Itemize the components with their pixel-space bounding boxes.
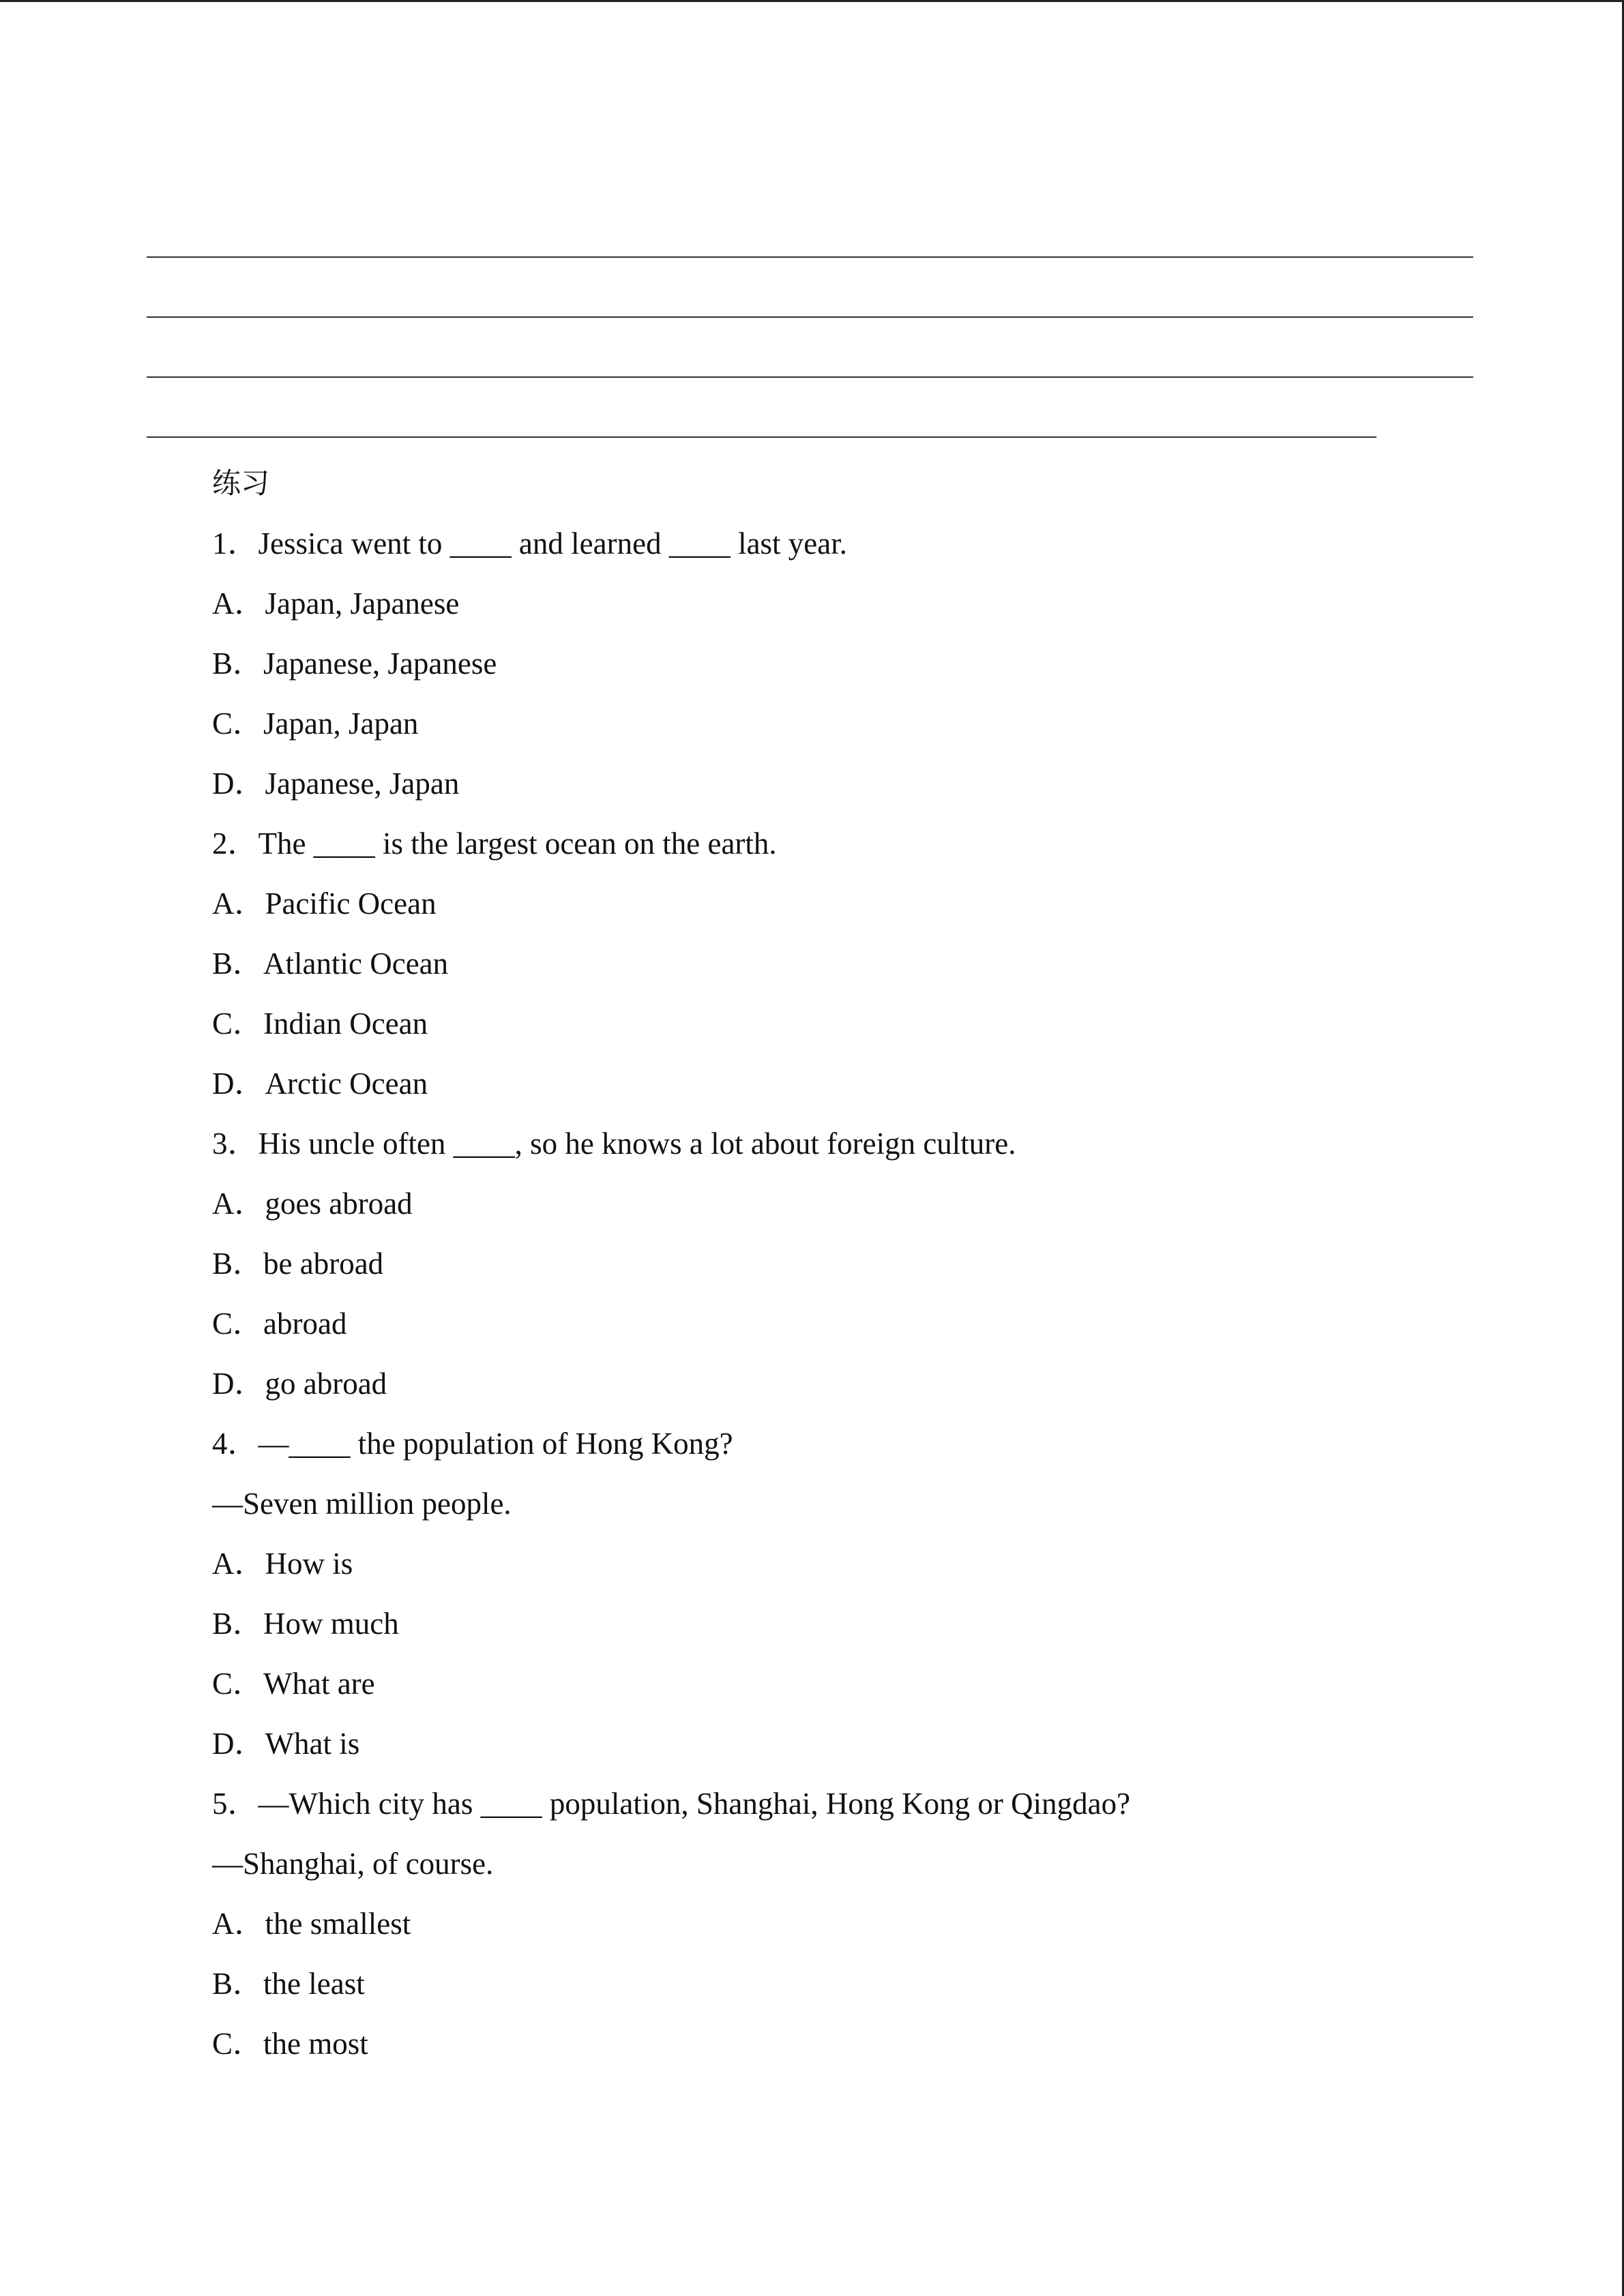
question-4: 4．—____ the population of Hong Kong? [212, 1427, 733, 1461]
option-5b: B．the least [212, 1967, 365, 2001]
option-3c: C．abroad [212, 1307, 347, 1341]
question-3: 3．His uncle often ____, so he knows a lot about foreign culture. [212, 1127, 1016, 1161]
option-1c: C．Japan, Japan [212, 706, 419, 741]
option-5c: C．the most [212, 2027, 368, 2061]
exercise-section [212, 453, 1508, 2074]
answer-line [147, 256, 1473, 258]
option-4c: C．What are [212, 1667, 375, 1701]
dialogue-reply-4: —Seven million people. [212, 1487, 512, 1521]
answer-line [147, 376, 1473, 378]
option-2a: A．Pacific Ocean [212, 886, 437, 921]
option-2b: B．Atlantic Ocean [212, 946, 449, 981]
option-1d: D．Japanese, Japan [212, 766, 460, 801]
question-1: 1．Jessica went to ____ and learned ____ last year. [212, 526, 848, 561]
option-5a: A．the smallest [212, 1907, 411, 1941]
option-2c: C．Indian Ocean [212, 1007, 428, 1041]
option-2d: D．Arctic Ocean [212, 1067, 428, 1101]
option-4a: A．How is [212, 1547, 353, 1581]
option-3d: D．go abroad [212, 1367, 387, 1401]
option-4b: B．How much [212, 1607, 399, 1641]
option-3b: B．be abroad [212, 1247, 384, 1281]
option-1a: A．Japan, Japanese [212, 586, 460, 621]
answer-line [147, 436, 1376, 438]
dialogue-reply-5: —Shanghai, of course. [212, 1847, 494, 1881]
option-3a: A．goes abroad [212, 1187, 413, 1221]
option-1b: B．Japanese, Japanese [212, 646, 497, 681]
section-title: 练习 [212, 466, 270, 500]
answer-line [147, 316, 1473, 318]
question-5: 5．—Which city has ____ population, Shanghai, Hong Kong or Qingdao? [212, 1787, 1131, 1821]
option-4d: D．What is [212, 1727, 360, 1761]
question-2: 2．The ____ is the largest ocean on the earth. [212, 826, 777, 861]
